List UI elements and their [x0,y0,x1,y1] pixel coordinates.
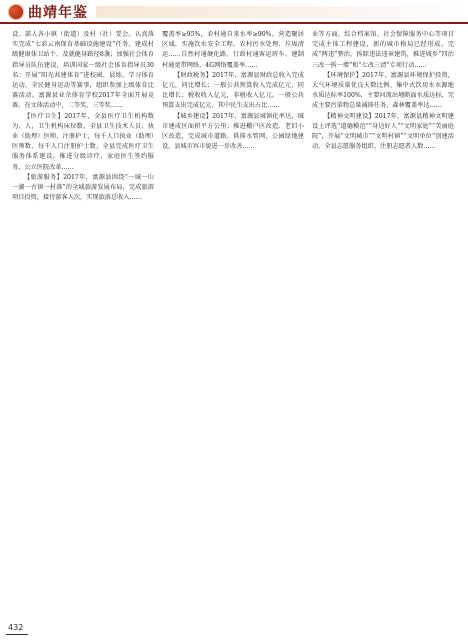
text-column-1 [12,30,154,622]
yearbook-emblem-icon [8,4,24,20]
page-header-band [0,0,468,26]
yearbook-logo [8,3,88,21]
paragraph-urban: 【城乡建设】2017年，富源县城镇化率达，城市建成区面积平方公里；推进棚户区改造、老旧小区改造，完成城市道路、供排水管网、公园绿地建设，县城市容市貌进一步改善…… [162,112,304,151]
yearbook-title: 曲靖年鉴 [28,5,88,21]
article-columns [12,30,456,622]
header-rule [0,22,468,24]
text-column-3 [312,30,454,622]
paragraph-medical: 【医疗卫生】2017年，全县医疗卫生机构数为、人，卫生机构床位数、全县卫生技术人员、执业（助理）医师、注册护士，每千人口执业（助理）医师数、每千人口注册护士数，全县完成医疗卫生服务体系建设，推进分级诊疗、家庭医生签约服务、公立医院改革…… [12,112,154,171]
header-decorative-stripe [96,6,468,18]
paragraph: 设、部人各小镇（街道）及村（社）妥会。认真落实完成“七彩云南保育基础设施建设”任务，建成村级健康体卫站个、及就健身路径8盏；加强社会体育指导员队伍建设，培训国家一级社会体育指导员30名；开展“阳光共建体育”进校园、晨练、学习体育运动，全民健身运动等赛事，组织参加上级体育比赛活动。富源县业余体育学校2017年全面开展竞赛，在文体活动中，二等奖、三等奖…… [12,31,154,110]
paragraph-tourism: 【旅游服务】2017年，富源县围绕“一城一山一湖一古镇一村落”的全域旅游发展布局，完成旅游项目投资，接待游客人次，实现旅游总收入…… [12,173,154,202]
text-column-2 [162,30,304,622]
paragraph: 业等方面，综合档案馆、社会保障服务中心等项目完成主体工程建设，新的城市格局已经形成。完成“两违”整治，拆除违法违章建筑，推进城乡“四治三改一拆一增”和“七改三清”专项行动…… [312,31,454,69]
paragraph-civilization: 【精神文明建设】2017年，富源县精神文明建设上评选“道德模范”“身边好人”“文明家庭”“美丽庭院”，开展“文明城市”“文明村镇”“文明单位”创建活动，全县志愿服务组织、注册志愿者人数…… [312,112,454,151]
paragraph-environment: 【环境保护】2017年，富源县环境保护投资，大气环境质量优良天数比例、集中式饮用水水源地水质达标率100%，主要河流出境断面水质达标，完成主要污染物总量减排任务，森林覆盖率达…… [312,71,454,110]
paragraph: 覆盖率≥95%，农村通自来水率≥90%，营造聚居区域，实施饮水安全工程、农村污水处理、垃圾清运……自然村通硬化路、行政村通客运班车、建制村通宽带网络，4G网络覆盖率…… [162,31,304,69]
page-number-rule [6,634,28,635]
page-number: 432 [8,623,24,632]
paragraph-finance: 【财政税务】2017年，富源县财政总收入完成亿元，同比增长；一般公共预算收入完成亿元，同比增长；税收收入亿元，非税收入亿元。一般公共预算支出完成亿元，其中民生支出占比…… [162,71,304,110]
